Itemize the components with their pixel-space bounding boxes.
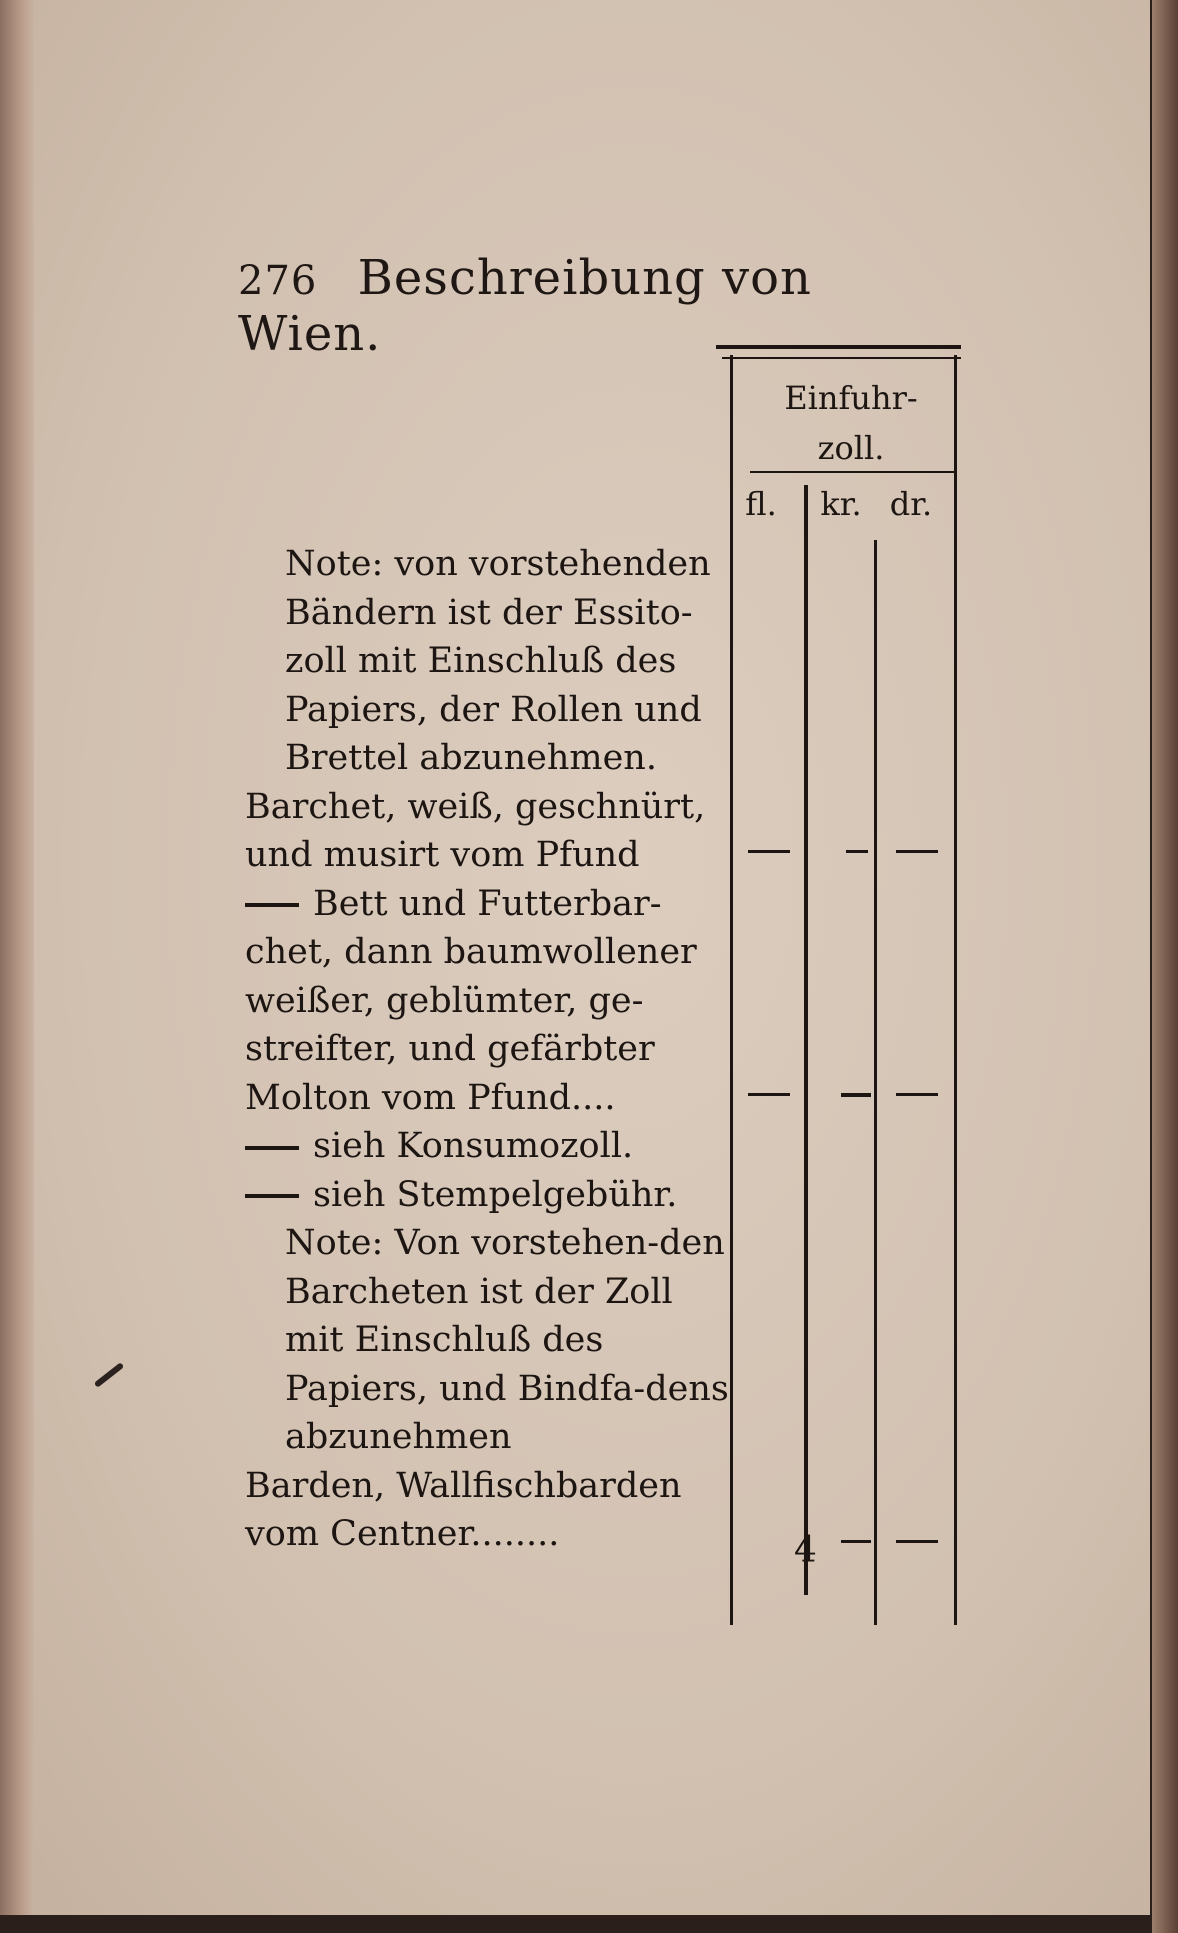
table-group-header: Einfuhr-zoll. bbox=[784, 379, 918, 467]
ditto-dash bbox=[245, 1146, 299, 1150]
col-divider-fl-kr bbox=[804, 485, 808, 1595]
amount-barden-fl: 4 bbox=[794, 1530, 817, 1571]
dash-dr-molton bbox=[896, 1093, 938, 1096]
col-header-fl: fl. bbox=[745, 485, 777, 523]
running-title: Beschreibung von Wien. bbox=[238, 250, 812, 362]
dash-fl-barchet bbox=[748, 850, 790, 853]
dash-kr-molton bbox=[841, 1093, 871, 1097]
entry-stempelgebuehr bbox=[245, 1171, 740, 1220]
col-divider-kr-dr bbox=[874, 540, 877, 1625]
col-header-dr: dr. bbox=[889, 485, 933, 523]
col-header-kr: kr. bbox=[820, 485, 862, 523]
ditto-dash bbox=[245, 1194, 299, 1198]
dash-dr-barchet bbox=[896, 850, 938, 853]
entry-barchet: Barchet, weiß, geschnürt, und musirt vom Pfund bbox=[245, 786, 706, 875]
table-top-rule-inner bbox=[722, 357, 961, 359]
entry-barden: Barden, Wallfischbarden vom Centner........ bbox=[245, 1465, 682, 1554]
dash-kr-barden bbox=[841, 1540, 871, 1543]
entry-konsumozoll bbox=[245, 1122, 740, 1171]
entry-bett-text: Bett und Futterbar-chet, dann baumwollener weißer, geblümter, ge-streifter, und gefärbter Molton vom Pfund.... bbox=[245, 883, 697, 1118]
ink-mark bbox=[94, 1362, 124, 1388]
dash-kr-barchet bbox=[846, 850, 868, 853]
entry-note-barchet: Note: Von vorstehen-den Barcheten ist der Zoll mit Einschluß des Papiers, und Bindfa-dens abzunehmen bbox=[285, 1223, 729, 1457]
ditto-dash bbox=[245, 903, 299, 907]
header-divider bbox=[750, 471, 954, 473]
book-spine bbox=[0, 0, 34, 1915]
dash-fl-molton bbox=[748, 1093, 790, 1096]
entry-note-bands: Note: von vorstehenden Bändern ist der Essito-zoll mit Einschluß des Papiers, der Rollen und Brettel abzunehmen. bbox=[285, 544, 711, 778]
dash-dr-barden bbox=[896, 1540, 938, 1543]
table-left-rule bbox=[730, 355, 733, 1625]
page-number: 276 bbox=[238, 258, 318, 304]
page-edge bbox=[1152, 0, 1178, 1933]
table-right-rule bbox=[954, 355, 957, 1625]
duty-table bbox=[716, 345, 961, 1625]
entry-bett-barchet bbox=[245, 880, 740, 1123]
entry-konsumozoll-text: sieh Konsumozoll. bbox=[313, 1126, 634, 1166]
entry-stempel-text: sieh Stempelgebühr. bbox=[313, 1174, 678, 1215]
table-top-rule bbox=[716, 345, 961, 349]
entries-column bbox=[245, 540, 740, 1559]
